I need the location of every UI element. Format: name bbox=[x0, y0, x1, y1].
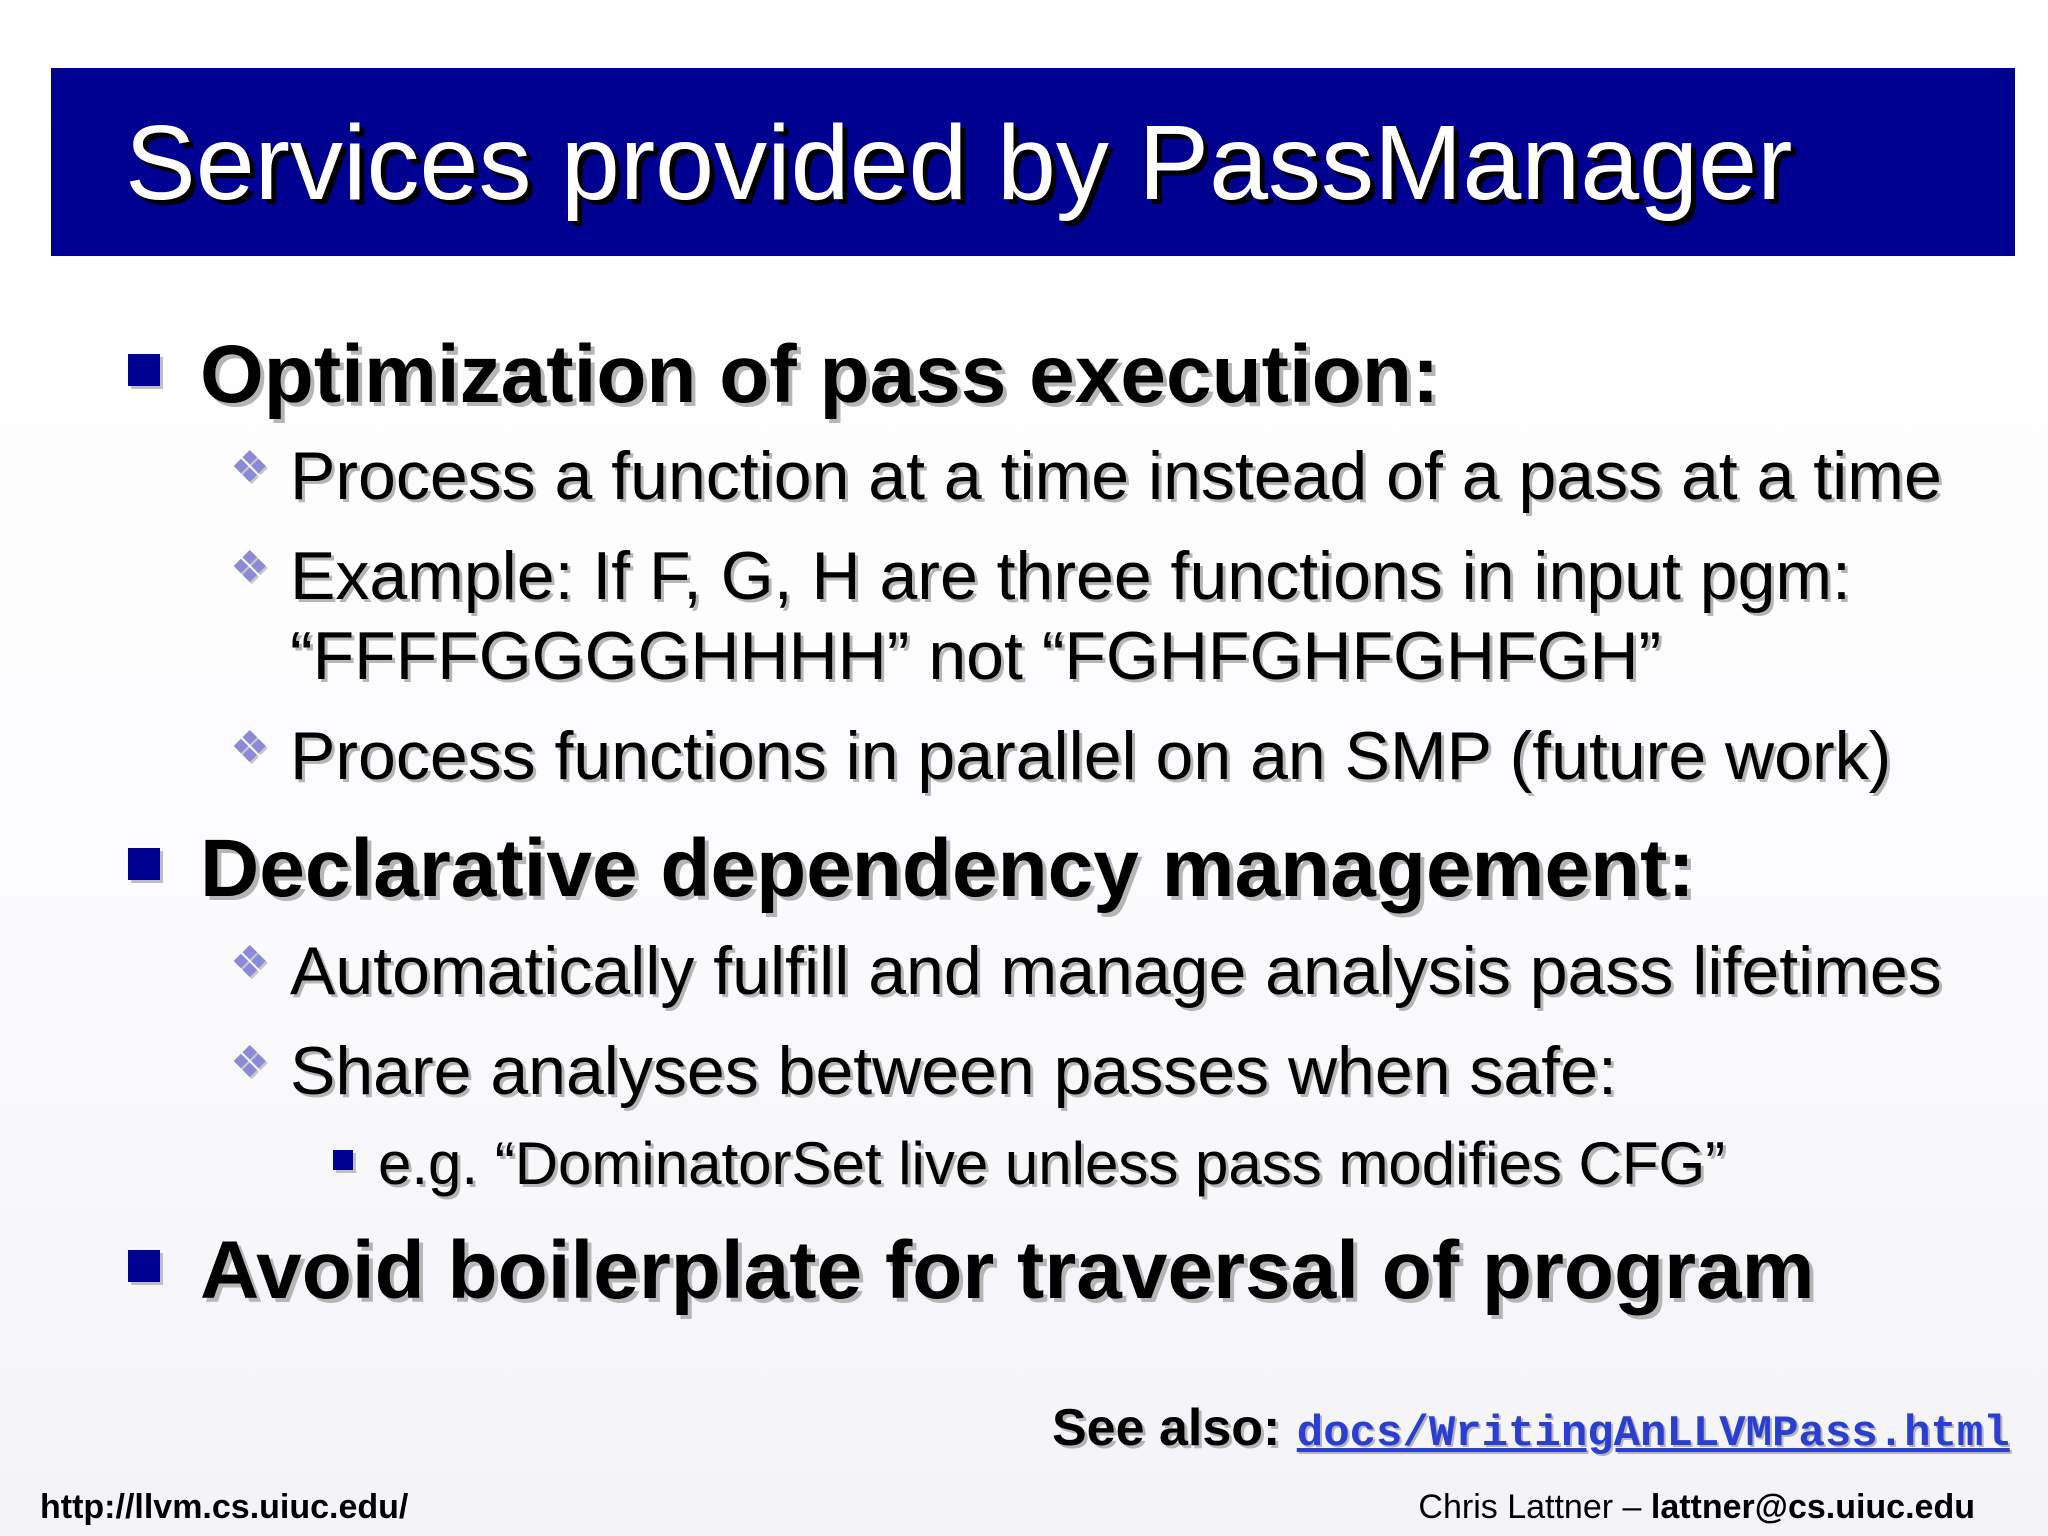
small-square-bullet-icon bbox=[333, 1150, 353, 1170]
bullet-1-text: Optimization of pass execution: bbox=[200, 329, 1440, 420]
slide-title: Services provided by PassManager bbox=[125, 104, 1793, 222]
bullet-2-sub-2-sub-1 bbox=[0, 1130, 2048, 1204]
bullet-1-sub-3-text: Process functions in parallel on an SMP (future work) bbox=[290, 718, 1892, 794]
bullet-1-sub-3 bbox=[0, 718, 2048, 802]
diamond-bullet-icon: ❖ bbox=[230, 1038, 270, 1087]
footer-author bbox=[1418, 1488, 1975, 1527]
footer-author-name: Chris Lattner – bbox=[1418, 1488, 1651, 1526]
bullet-2-sub-2-text: Share analyses between passes when safe: bbox=[290, 1033, 1617, 1109]
bullet-1-sub-2-line-2: “FFFFGGGGHHHH” not “FGHFGHFGHFGH” bbox=[290, 618, 1662, 694]
see-also-label: See also: bbox=[1052, 1399, 1281, 1457]
diamond-bullet-icon: ❖ bbox=[230, 723, 270, 772]
bullet-2 bbox=[0, 823, 2048, 918]
footer-email: lattner@cs.uiuc.edu bbox=[1650, 1488, 1975, 1526]
diamond-bullet-icon: ❖ bbox=[230, 938, 270, 987]
bullet-2-sub-2 bbox=[0, 1033, 2048, 1117]
diamond-bullet-icon: ❖ bbox=[230, 443, 270, 492]
bullet-1-sub-2-line-1: Example: If F, G, H are three functions in input pgm: bbox=[290, 538, 1851, 614]
bullet-1-sub-2 bbox=[0, 538, 2048, 702]
bullet-3 bbox=[0, 1225, 2048, 1320]
bullet-2-sub-1-text: Automatically fulfill and manage analysis pass lifetimes bbox=[290, 933, 1942, 1009]
title-bar bbox=[51, 68, 2015, 256]
bullet-3-text: Avoid boilerplate for traversal of program bbox=[200, 1225, 1815, 1316]
bullet-1-sub-1 bbox=[0, 438, 2048, 522]
bullet-2-sub-2-sub-1-text: e.g. “DominatorSet live unless pass modifies CFG” bbox=[378, 1130, 1726, 1197]
see-also bbox=[1052, 1398, 2010, 1459]
square-bullet-icon bbox=[128, 1250, 160, 1282]
bullet-1-sub-1-text: Process a function at a time instead of a pass at a time bbox=[290, 438, 1942, 514]
bullet-2-sub-1 bbox=[0, 933, 2048, 1017]
bullet-2-text: Declarative dependency management: bbox=[200, 823, 1695, 914]
footer-url: http://llvm.cs.uiuc.edu/ bbox=[40, 1488, 409, 1526]
square-bullet-icon bbox=[128, 848, 160, 880]
bullet-1 bbox=[0, 329, 2048, 424]
see-also-link[interactable]: docs/WritingAnLLVMPass.html bbox=[1296, 1409, 2010, 1459]
diamond-bullet-icon: ❖ bbox=[230, 543, 270, 592]
square-bullet-icon bbox=[128, 354, 160, 386]
